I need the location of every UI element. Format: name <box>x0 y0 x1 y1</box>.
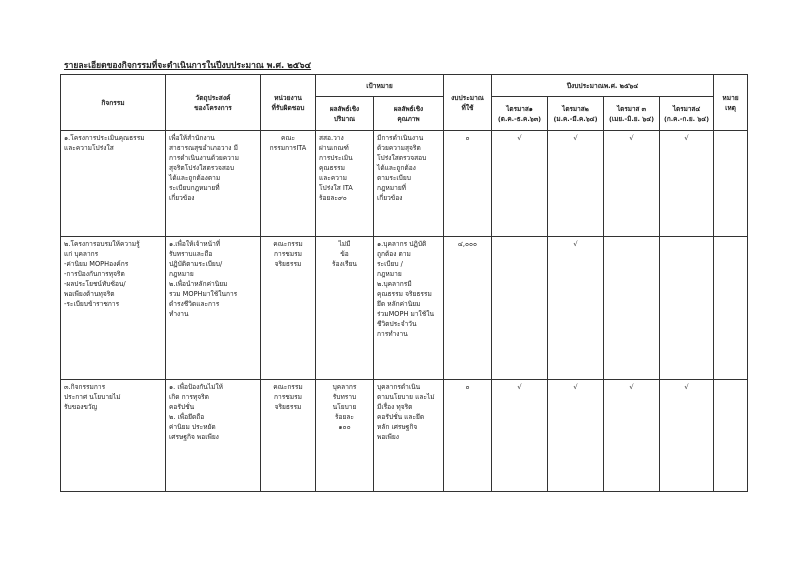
cell-q1: √ <box>492 380 548 492</box>
cell-objective: ๑. เพื่อป้องกันไม่ให้ เกิด การทุจริต คอรัปชั่น ๒. เพื่อยึดถือ ค่านิยม ประหยัด เศรษฐกิจ พอเพียง <box>166 380 261 492</box>
header-quarter-3 <box>604 97 660 131</box>
cell-objective: ๑.เพื่อให้เจ้าหน้าที่ รับทราบและถือ ปฏิบัติตามระเบียบ/ กฎหมาย ๒.เพื่อนำหลักค่านิยม รวม MOPHมาใช้ในการ ดำรงชีวิตและการ ทำงาน <box>166 237 261 380</box>
quarter-name: ไตรมาส๔ <box>672 104 701 113</box>
cell-q1: √ <box>492 131 548 237</box>
table-row <box>61 131 748 237</box>
header-objective: วัตถุประสงค์ ของโครงการ <box>166 75 261 131</box>
cell-output: บุคลากร รับทราบ นโยบาย ร้อยละ ๑๐๐ <box>316 380 374 492</box>
cell-q3 <box>604 237 660 380</box>
header-remark: หมาย เหตุ <box>714 75 748 131</box>
cell-outcome: มีการดำเนินงาน ด้วยความสุจริต โปร่งใสตรวจสอบ ได้และถูกต้อง ตามระเบียบ กฎหมายที่ เกี่ยวข้อง <box>374 131 444 237</box>
table-row <box>61 237 748 380</box>
quarter-range: (เมย.-มิ.ย. ๖๔) <box>609 114 654 123</box>
page-title: รายละเอียดของกิจกรรมที่จะดำเนินการในปีงบประมาณ พ.ศ. ๒๕๖๔ <box>64 61 312 71</box>
cell-budget: ๔,๐๐๐ <box>444 237 492 380</box>
quarter-name: ไตรมาส ๓ <box>616 104 647 113</box>
cell-remark <box>714 131 748 237</box>
cell-remark <box>714 380 748 492</box>
cell-q4 <box>660 237 714 380</box>
header-target: เป้าหมาย <box>316 75 444 97</box>
header-budget: งบประมาณ ที่ใช้ <box>444 75 492 131</box>
cell-budget: ๐ <box>444 131 492 237</box>
header-quarter-2 <box>548 97 604 131</box>
cell-unit: คณะกรรม การชมรม จริยธรรม <box>261 237 316 380</box>
cell-q3: √ <box>604 380 660 492</box>
cell-q4: √ <box>660 131 714 237</box>
cell-outcome: บุคลากรดำเนิน ตามนโยบาย และไม่ มีเรื่อง ทุจริต คอรัปชั่น และยึด หลัก เศรษฐกิจ พอเพียง <box>374 380 444 492</box>
cell-output: ไม่มี ข้อ ร้องเรียน <box>316 237 374 380</box>
header-outcome: ผลลัพธ์เชิง คุณภาพ <box>374 97 444 131</box>
header-unit: หน่วยงาน ที่รับผิดชอบ <box>261 75 316 131</box>
header-output: ผลลัพธ์เชิง ปริมาณ <box>316 97 374 131</box>
table-row <box>61 380 748 492</box>
activity-table <box>60 74 748 492</box>
cell-output: สสอ.วาง ผ่านเกณฑ์ การประเมิน คุณธรรม และความ โปร่งใส ITA ร้อยละ๙๐ <box>316 131 374 237</box>
header-row-1 <box>61 75 748 97</box>
cell-unit: คณะกรรม การชมรม จริยธรรม <box>261 380 316 492</box>
quarter-range: (ก.ค.-ก.ย. ๖๔) <box>663 114 710 123</box>
header-quarter-1 <box>492 97 548 131</box>
cell-q2: √ <box>548 380 604 492</box>
cell-activity: ๒.โครงการอบรมให้ความรู้ แก่ บุคลากร -ค่านิยม MOPHองค์กร -การป้องกันการทุจริต -ผลประโยชน์ทับซ้อน/ พอเพียงต้านทุจริต -ระเบียบข้าราชการ <box>61 237 166 380</box>
quarter-name: ไตรมาส๑ <box>506 104 533 113</box>
quarter-range: (ต.ค.-ธ.ค.๖๓) <box>497 114 542 123</box>
cell-q1 <box>492 237 548 380</box>
cell-objective: เพื่อให้สำนักงาน สาธารณสุขอำเภอวาง มี การดำเนินงานด้วยความ สุจริตโปร่งใสตรวจสอบ ได้และถูกต้องตาม ระเบียบกฎหมายที่ เกี่ยวข้อง <box>166 131 261 237</box>
header-fiscal-year: ปีงบประมาณพ.ศ. ๒๕๖๔ <box>492 75 714 97</box>
cell-budget: ๐ <box>444 380 492 492</box>
cell-remark <box>714 237 748 380</box>
cell-q2: √ <box>548 131 604 237</box>
quarter-range: (ม.ค.-มี.ค.๖๔) <box>553 114 598 123</box>
cell-activity: ๓.กิจกรรมการ ประกาศ นโยบายไม่ รับของขวัญ <box>61 380 166 492</box>
header-quarter-4 <box>660 97 714 131</box>
cell-q3: √ <box>604 131 660 237</box>
cell-outcome: ๑.บุคลากร ปฏิบัติ ถูกต้อง ตาม ระเบียบ / กฎหมาย ๒.บุคลากรมี คุณธรรม จริยธรรม ยึด หลักค่านิยม ร่วมMOPH มาใช้ใน ชีวิตประจำวัน การทำงาน <box>374 237 444 380</box>
cell-q4: √ <box>660 380 714 492</box>
header-activity: กิจกรรม <box>61 75 166 131</box>
cell-unit: คณะ กรรมการITA <box>261 131 316 237</box>
cell-q2: √ <box>548 237 604 380</box>
quarter-name: ไตรมาส๒ <box>562 104 589 113</box>
cell-activity: ๑.โครงการประเมินคุณธรรม และความโปร่งใส <box>61 131 166 237</box>
